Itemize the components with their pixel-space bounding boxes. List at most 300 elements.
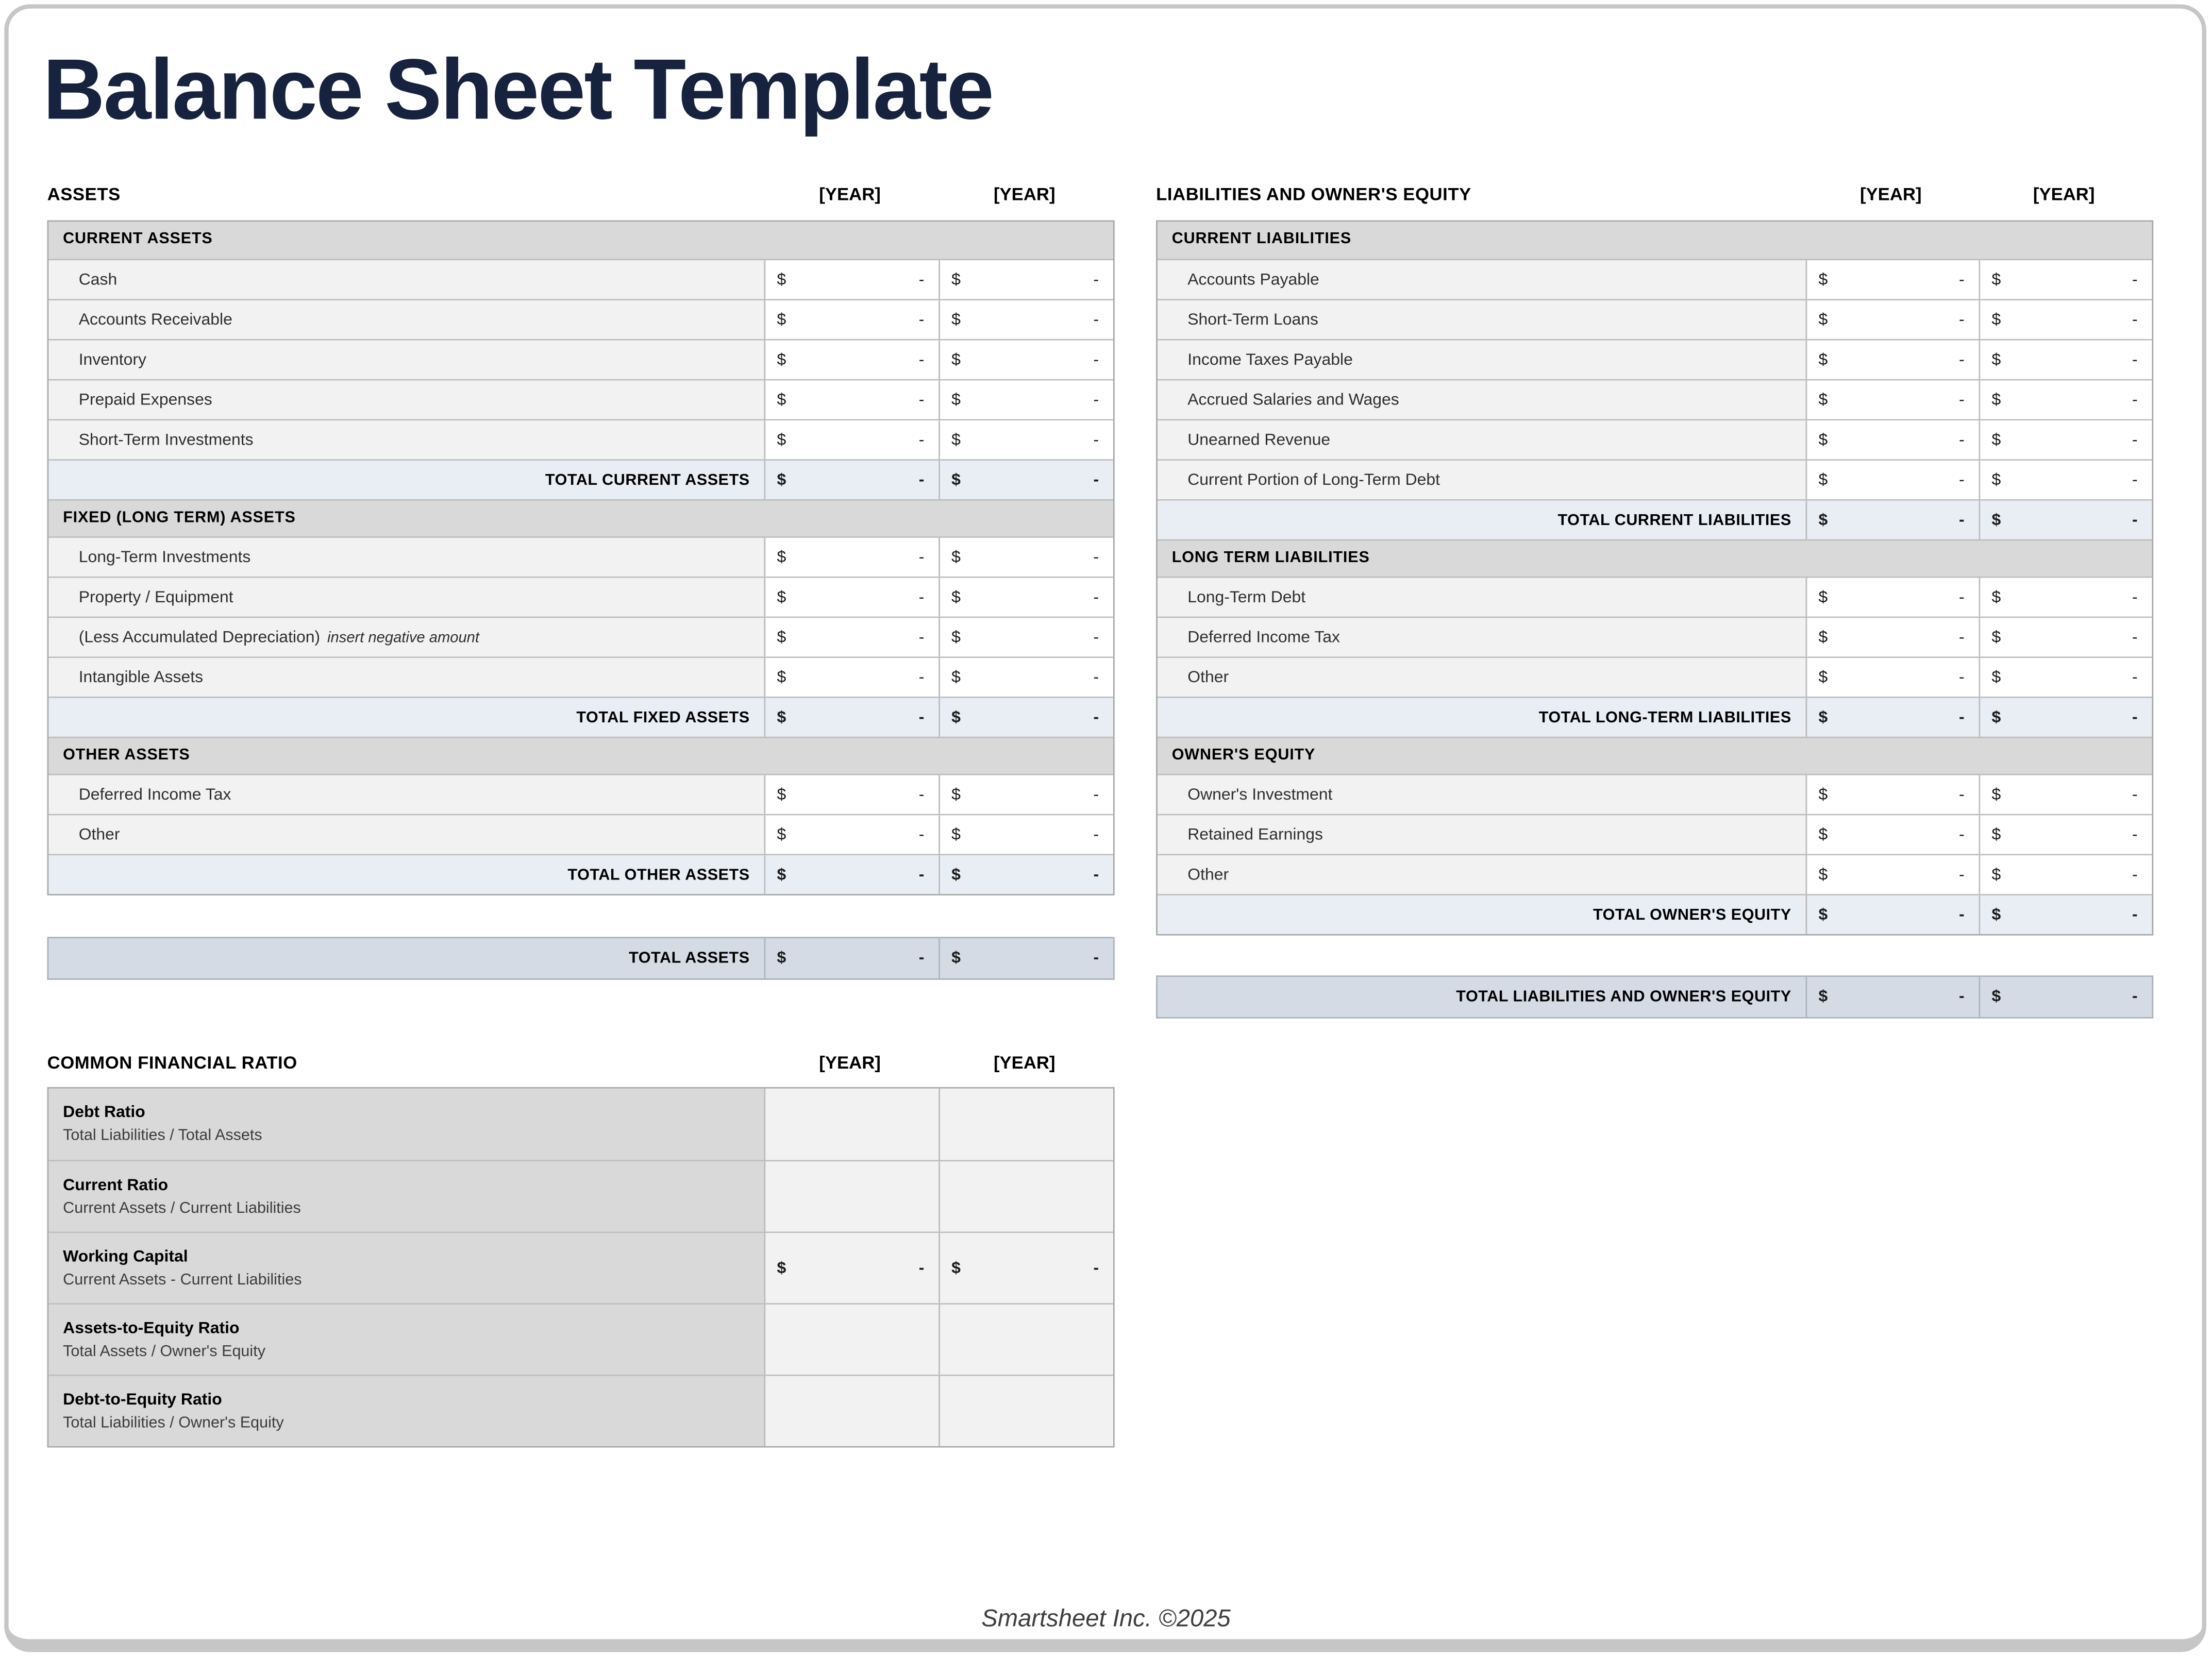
row-label: Owner's Investment: [1158, 775, 1806, 814]
amount-placeholder: -: [2132, 391, 2138, 409]
liabilities-column: [1156, 167, 2153, 1019]
currency-symbol: $: [1991, 668, 2001, 686]
currency-symbol: $: [1991, 866, 2001, 884]
ratio-value-cell-year2[interactable]: [939, 1376, 1113, 1446]
amount-placeholder: -: [2132, 351, 2138, 368]
ratio-name: Working Capital: [63, 1248, 188, 1265]
amount-placeholder: -: [1093, 471, 1099, 489]
value-cell-year2[interactable]: [939, 420, 1113, 459]
amount-placeholder: -: [918, 391, 925, 409]
section-header-current-liabilities: CURRENT LIABILITIES: [1158, 222, 2152, 259]
row-label: Cash: [48, 260, 764, 299]
value-cell-year2[interactable]: [939, 380, 1113, 419]
currency-symbol: $: [951, 548, 961, 566]
amount-placeholder: -: [2132, 629, 2138, 646]
currency-symbol: $: [951, 588, 961, 606]
amount-placeholder: -: [1959, 988, 1965, 1006]
assets-table: [47, 221, 1115, 895]
ratio-value-cell-year1[interactable]: [764, 1089, 939, 1160]
value-cell-year2[interactable]: [1979, 461, 2152, 499]
amount-placeholder: -: [918, 826, 925, 843]
amount-placeholder: -: [1093, 1259, 1099, 1277]
amount-placeholder: -: [1093, 708, 1099, 726]
subtotal-value-year1[interactable]: [764, 698, 939, 737]
subtotal-value-year1[interactable]: [764, 855, 939, 894]
currency-symbol: $: [777, 708, 786, 726]
section-header-long-term-liabilities: LONG TERM LIABILITIES: [1158, 539, 2152, 577]
grand-total-value-year2[interactable]: [1979, 977, 2152, 1017]
table-row-short-term-loans: [1158, 299, 2152, 339]
row-label: Short-Term Loans: [1158, 300, 1806, 339]
currency-symbol: $: [951, 1259, 961, 1277]
assets-heading: ASSETS: [47, 184, 121, 205]
ratio-label: [48, 1089, 764, 1160]
value-cell-year2[interactable]: [939, 538, 1113, 577]
row-label: Accounts Payable: [1158, 260, 1806, 299]
ratio-value-cell-year1[interactable]: [764, 1233, 939, 1303]
subtotal-value-year1[interactable]: [764, 461, 939, 499]
value-cell-year1[interactable]: [1806, 578, 1979, 617]
ratio-name: Debt Ratio: [63, 1104, 145, 1122]
subtotal-row-fixed-assets: [48, 697, 1113, 737]
amount-placeholder: -: [2132, 866, 2138, 884]
amount-placeholder: -: [1093, 950, 1099, 967]
value-cell-year1[interactable]: [1806, 380, 1979, 419]
currency-symbol: $: [1991, 511, 2001, 529]
ratio-name: Current Ratio: [63, 1176, 169, 1194]
value-cell-year1[interactable]: [764, 341, 939, 379]
ratio-year-column-1: [YEAR]: [819, 1053, 881, 1073]
row-label: Income Taxes Payable: [1158, 341, 1806, 379]
value-cell-year1[interactable]: [764, 618, 939, 656]
total-liabilities-equity-band: [1156, 975, 2153, 1018]
currency-symbol: $: [951, 786, 961, 803]
value-cell-year1[interactable]: [1806, 775, 1979, 814]
row-label: Intangible Assets: [48, 658, 764, 697]
currency-symbol: $: [1991, 708, 2001, 726]
row-note: insert negative amount: [327, 629, 479, 646]
grand-total-label: TOTAL ASSETS: [48, 938, 764, 978]
currency-symbol: $: [951, 271, 961, 289]
ratio-label: [48, 1161, 764, 1231]
currency-symbol: $: [1818, 866, 1828, 884]
currency-symbol: $: [777, 588, 786, 606]
value-cell-year2[interactable]: [939, 260, 1113, 299]
page-title: Balance Sheet Template: [43, 41, 993, 138]
subtotal-label: TOTAL CURRENT LIABILITIES: [1158, 501, 1806, 539]
footer-copyright: Smartsheet Inc. ©2025: [981, 1604, 1231, 1632]
currency-symbol: $: [1991, 391, 2001, 409]
amount-placeholder: -: [918, 271, 925, 289]
amount-placeholder: -: [918, 668, 925, 686]
ratio-formula: Current Assets / Current Liabilities: [63, 1199, 301, 1217]
table-row-prepaid-expenses: [48, 379, 1113, 419]
table-row-accrued-salaries-wages: [1158, 379, 2152, 419]
assets-year-column-1: [YEAR]: [819, 184, 881, 205]
subtotal-value-year2[interactable]: [939, 461, 1113, 499]
assets-column: [47, 167, 1115, 1448]
amount-placeholder: -: [1093, 668, 1099, 686]
row-label: Inventory: [48, 341, 764, 379]
currency-symbol: $: [777, 866, 786, 884]
value-cell-year2[interactable]: [1979, 578, 2152, 617]
subtotal-row-other-assets: [48, 854, 1113, 894]
row-label: Prepaid Expenses: [48, 380, 764, 419]
ratio-name: Assets-to-Equity Ratio: [63, 1319, 240, 1337]
liabilities-heading: LIABILITIES AND OWNER'S EQUITY: [1156, 184, 1471, 205]
subtotal-label: TOTAL OWNER'S EQUITY: [1158, 895, 1806, 934]
amount-placeholder: -: [2132, 311, 2138, 329]
currency-symbol: $: [951, 351, 961, 368]
currency-symbol: $: [1818, 629, 1828, 646]
value-cell-year1[interactable]: [1806, 260, 1979, 299]
amount-placeholder: -: [918, 351, 925, 368]
section-header-current-assets: CURRENT ASSETS: [48, 222, 1113, 259]
value-cell-year2[interactable]: [1979, 775, 2152, 814]
currency-symbol: $: [951, 471, 961, 489]
section-header-other-assets: OTHER ASSETS: [48, 737, 1113, 774]
amount-placeholder: -: [1959, 826, 1965, 843]
grand-total-label: TOTAL LIABILITIES AND OWNER'S EQUITY: [1158, 977, 1806, 1017]
currency-symbol: $: [951, 668, 961, 686]
value-cell-year1[interactable]: [764, 775, 939, 814]
amount-placeholder: -: [1093, 629, 1099, 646]
currency-symbol: $: [777, 351, 786, 368]
subtotal-value-year2[interactable]: [1979, 501, 2152, 539]
currency-symbol: $: [1818, 588, 1828, 606]
amount-placeholder: -: [1093, 786, 1099, 803]
currency-symbol: $: [951, 950, 961, 967]
amount-placeholder: -: [1093, 431, 1099, 449]
amount-placeholder: -: [918, 548, 925, 566]
value-cell-year2[interactable]: [1979, 420, 2152, 459]
ratio-row-assets-to-equity: [48, 1303, 1113, 1375]
amount-placeholder: -: [1959, 471, 1965, 489]
value-cell-year1[interactable]: [764, 380, 939, 419]
currency-symbol: $: [1991, 471, 2001, 489]
amount-placeholder: -: [1959, 866, 1965, 884]
currency-symbol: $: [777, 471, 786, 489]
currency-symbol: $: [777, 391, 786, 409]
value-cell-year2[interactable]: [1979, 658, 2152, 697]
amount-placeholder: -: [2132, 988, 2138, 1006]
amount-placeholder: -: [918, 1259, 925, 1277]
row-label: Other: [1158, 855, 1806, 894]
currency-symbol: $: [1991, 629, 2001, 646]
row-label: Accounts Receivable: [48, 300, 764, 339]
ratio-formula: Total Assets / Owner's Equity: [63, 1342, 265, 1360]
ratio-value-cell-year2[interactable]: [939, 1089, 1113, 1160]
subtotal-value-year1[interactable]: [1806, 895, 1979, 934]
amount-placeholder: -: [1959, 431, 1965, 449]
table-row-other-equity: [1158, 854, 2152, 894]
currency-symbol: $: [1818, 988, 1828, 1006]
value-cell-year2[interactable]: [939, 578, 1113, 617]
amount-placeholder: -: [918, 950, 925, 967]
value-cell-year2[interactable]: [1979, 341, 2152, 379]
subtotal-row-current-assets: [48, 459, 1113, 499]
amount-placeholder: -: [918, 311, 925, 329]
financial-ratio-table: [47, 1087, 1115, 1448]
value-cell-year1[interactable]: [1806, 618, 1979, 656]
value-cell-year1[interactable]: [764, 815, 939, 854]
ratio-formula: Total Liabilities / Total Assets: [63, 1127, 262, 1144]
value-cell-year2[interactable]: [1979, 855, 2152, 894]
currency-symbol: $: [951, 708, 961, 726]
value-cell-year1[interactable]: [1806, 300, 1979, 339]
currency-symbol: $: [951, 866, 961, 884]
table-row-current-portion-long-term-debt: [1158, 459, 2152, 499]
row-label: Other: [48, 815, 764, 854]
currency-symbol: $: [1991, 431, 2001, 449]
value-cell-year2[interactable]: [1979, 300, 2152, 339]
value-cell-year1[interactable]: [1806, 420, 1979, 459]
row-label: Deferred Income Tax: [1158, 618, 1806, 656]
ratio-row-working-capital: [48, 1231, 1113, 1303]
amount-placeholder: -: [1959, 786, 1965, 803]
amount-placeholder: -: [2132, 708, 2138, 726]
amount-placeholder: -: [2132, 906, 2138, 924]
currency-symbol: $: [1991, 786, 2001, 803]
subtotal-value-year2[interactable]: [939, 698, 1113, 737]
amount-placeholder: -: [1959, 588, 1965, 606]
amount-placeholder: -: [1093, 311, 1099, 329]
currency-symbol: $: [1818, 708, 1828, 726]
ratio-heading: COMMON FINANCIAL RATIO: [47, 1053, 297, 1073]
value-cell-year1[interactable]: [764, 538, 939, 577]
subtotal-row-owners-equity: [1158, 894, 2152, 934]
value-cell-year2[interactable]: [1979, 260, 2152, 299]
table-row-property-equipment: [48, 577, 1113, 617]
grand-total-value-year1[interactable]: [1806, 977, 1979, 1017]
amount-placeholder: -: [1093, 271, 1099, 289]
currency-symbol: $: [777, 826, 786, 843]
value-cell-year1[interactable]: [764, 260, 939, 299]
table-row-retained-earnings: [1158, 814, 2152, 854]
liabilities-year-column-2: [YEAR]: [2033, 184, 2095, 205]
amount-placeholder: -: [1093, 588, 1099, 606]
row-label: Retained Earnings: [1158, 815, 1806, 854]
currency-symbol: $: [777, 548, 786, 566]
currency-symbol: $: [1818, 351, 1828, 368]
value-cell-year1[interactable]: [764, 578, 939, 617]
table-row-accounts-payable: [1158, 259, 2152, 299]
currency-symbol: $: [1818, 431, 1828, 449]
currency-symbol: $: [777, 311, 786, 329]
section-header-owners-equity: OWNER'S EQUITY: [1158, 737, 2152, 774]
subtotal-label: TOTAL OTHER ASSETS: [48, 855, 764, 894]
subtotal-label: TOTAL FIXED ASSETS: [48, 698, 764, 737]
currency-symbol: $: [951, 311, 961, 329]
value-cell-year2[interactable]: [939, 815, 1113, 854]
value-cell-year2[interactable]: [939, 341, 1113, 379]
row-label: Current Portion of Long-Term Debt: [1158, 461, 1806, 499]
currency-symbol: $: [1991, 351, 2001, 368]
currency-symbol: $: [951, 629, 961, 646]
row-label: Property / Equipment: [48, 578, 764, 617]
value-cell-year2[interactable]: [1979, 815, 2152, 854]
table-row-less-accumulated-depreciation: [48, 617, 1113, 657]
table-row-owners-investment: [1158, 774, 2152, 814]
ratio-value-cell-year1[interactable]: [764, 1376, 939, 1446]
ratio-label: [48, 1305, 764, 1375]
amount-placeholder: -: [2132, 826, 2138, 843]
ratio-name: Debt-to-Equity Ratio: [63, 1391, 222, 1409]
currency-symbol: $: [1991, 588, 2001, 606]
ratio-row-debt-to-equity: [48, 1375, 1113, 1446]
liabilities-heading-row: [1156, 167, 2153, 205]
ratio-value-cell-year1[interactable]: [764, 1161, 939, 1231]
amount-placeholder: -: [1959, 668, 1965, 686]
currency-symbol: $: [777, 786, 786, 803]
currency-symbol: $: [1818, 511, 1828, 529]
table-row-intangible-assets: [48, 656, 1113, 697]
ratio-value-cell-year1[interactable]: [764, 1305, 939, 1375]
ratio-row-debt-ratio: [48, 1089, 1113, 1160]
table-row-income-taxes-payable: [1158, 339, 2152, 379]
value-cell-year1[interactable]: [764, 658, 939, 697]
amount-placeholder: -: [2132, 668, 2138, 686]
amount-placeholder: -: [2132, 588, 2138, 606]
ratio-formula: Current Assets - Current Liabilities: [63, 1271, 302, 1288]
subtotal-row-long-term-liabilities: [1158, 697, 2152, 737]
grand-total-value-year2[interactable]: [939, 938, 1113, 978]
amount-placeholder: -: [1959, 906, 1965, 924]
value-cell-year1[interactable]: [764, 300, 939, 339]
currency-symbol: $: [777, 950, 786, 967]
value-cell-year1[interactable]: [1806, 461, 1979, 499]
currency-symbol: $: [1991, 311, 2001, 329]
subtotal-label: TOTAL LONG-TERM LIABILITIES: [1158, 698, 1806, 737]
liabilities-year-column-1: [YEAR]: [1859, 184, 1922, 205]
currency-symbol: $: [1991, 826, 2001, 843]
amount-placeholder: -: [2132, 431, 2138, 449]
table-row-other-long-term-liability: [1158, 656, 2152, 697]
table-row-cash: [48, 259, 1113, 299]
currency-symbol: $: [1818, 391, 1828, 409]
amount-placeholder: -: [1959, 391, 1965, 409]
currency-symbol: $: [1991, 988, 2001, 1006]
amount-placeholder: -: [1093, 548, 1099, 566]
currency-symbol: $: [1818, 311, 1828, 329]
currency-symbol: $: [1818, 826, 1828, 843]
currency-symbol: $: [1991, 906, 2001, 924]
value-cell-year2[interactable]: [1979, 380, 2152, 419]
currency-symbol: $: [1818, 471, 1828, 489]
amount-placeholder: -: [2132, 271, 2138, 289]
amount-placeholder: -: [1959, 511, 1965, 529]
amount-placeholder: -: [1093, 866, 1099, 884]
section-header-fixed-assets: FIXED (LONG TERM) ASSETS: [48, 499, 1113, 536]
value-cell-year2[interactable]: [939, 775, 1113, 814]
ratio-heading-row: [47, 1036, 1115, 1073]
currency-symbol: $: [1991, 271, 2001, 289]
amount-placeholder: -: [1093, 391, 1099, 409]
amount-placeholder: -: [918, 629, 925, 646]
subtotal-row-current-liabilities: [1158, 499, 2152, 539]
currency-symbol: $: [777, 431, 786, 449]
currency-symbol: $: [951, 826, 961, 843]
value-cell-year1[interactable]: [1806, 855, 1979, 894]
table-row-deferred-income-tax: [48, 774, 1113, 814]
value-cell-year2[interactable]: [1979, 618, 2152, 656]
value-cell-year2[interactable]: [939, 658, 1113, 697]
amount-placeholder: -: [1093, 351, 1099, 368]
amount-placeholder: -: [1959, 629, 1965, 646]
subtotal-value-year2[interactable]: [1979, 698, 2152, 737]
row-label: Other: [1158, 658, 1806, 697]
row-label: Unearned Revenue: [1158, 420, 1806, 459]
currency-symbol: $: [951, 391, 961, 409]
ratio-value-cell-year2[interactable]: [939, 1233, 1113, 1303]
ratio-year-column-2: [YEAR]: [993, 1053, 1055, 1073]
subtotal-value-year1[interactable]: [1806, 501, 1979, 539]
table-row-inventory: [48, 339, 1113, 379]
value-cell-year1[interactable]: [764, 420, 939, 459]
subtotal-value-year2[interactable]: [1979, 895, 2152, 934]
value-cell-year1[interactable]: [1806, 341, 1979, 379]
amount-placeholder: -: [918, 866, 925, 884]
table-row-other-assets: [48, 814, 1113, 854]
value-cell-year1[interactable]: [1806, 658, 1979, 697]
currency-symbol: $: [1818, 668, 1828, 686]
currency-symbol: $: [1818, 906, 1828, 924]
amount-placeholder: -: [2132, 471, 2138, 489]
amount-placeholder: -: [1959, 271, 1965, 289]
row-label-text: (Less Accumulated Depreciation): [78, 629, 321, 646]
value-cell-year2[interactable]: [939, 300, 1113, 339]
total-assets-band: [47, 937, 1115, 979]
row-label: Short-Term Investments: [48, 420, 764, 459]
value-cell-year1[interactable]: [1806, 815, 1979, 854]
row-label: Long-Term Investments: [48, 538, 764, 577]
row-label: Accrued Salaries and Wages: [1158, 380, 1806, 419]
amount-placeholder: -: [1959, 708, 1965, 726]
assets-heading-row: [47, 167, 1115, 205]
table-row-long-term-debt: [1158, 577, 2152, 617]
amount-placeholder: -: [918, 786, 925, 803]
amount-placeholder: -: [918, 588, 925, 606]
amount-placeholder: -: [1959, 351, 1965, 368]
currency-symbol: $: [777, 629, 786, 646]
row-label: Long-Term Debt: [1158, 578, 1806, 617]
row-label: Deferred Income Tax: [48, 775, 764, 814]
table-row-deferred-income-tax-liability: [1158, 617, 2152, 657]
assets-year-column-2: [YEAR]: [993, 184, 1055, 205]
subtotal-value-year1[interactable]: [1806, 698, 1979, 737]
subtotal-value-year2[interactable]: [939, 855, 1113, 894]
currency-symbol: $: [777, 668, 786, 686]
value-cell-year2[interactable]: [939, 618, 1113, 656]
liabilities-table: [1156, 221, 2153, 936]
amount-placeholder: -: [1959, 311, 1965, 329]
ratio-value-cell-year2[interactable]: [939, 1161, 1113, 1231]
amount-placeholder: -: [918, 708, 925, 726]
ratio-row-current-ratio: [48, 1160, 1113, 1231]
currency-symbol: $: [951, 431, 961, 449]
table-row-accounts-receivable: [48, 299, 1113, 339]
currency-symbol: $: [1818, 786, 1828, 803]
subtotal-label: TOTAL CURRENT ASSETS: [48, 461, 764, 499]
grand-total-value-year1[interactable]: [764, 938, 939, 978]
amount-placeholder: -: [2132, 786, 2138, 803]
table-row-short-term-investments: [48, 419, 1113, 459]
table-row-long-term-investments: [48, 536, 1113, 577]
ratio-label: [48, 1376, 764, 1446]
currency-symbol: $: [777, 271, 786, 289]
ratio-value-cell-year2[interactable]: [939, 1305, 1113, 1375]
ratio-formula: Total Liabilities / Owner's Equity: [63, 1414, 284, 1431]
